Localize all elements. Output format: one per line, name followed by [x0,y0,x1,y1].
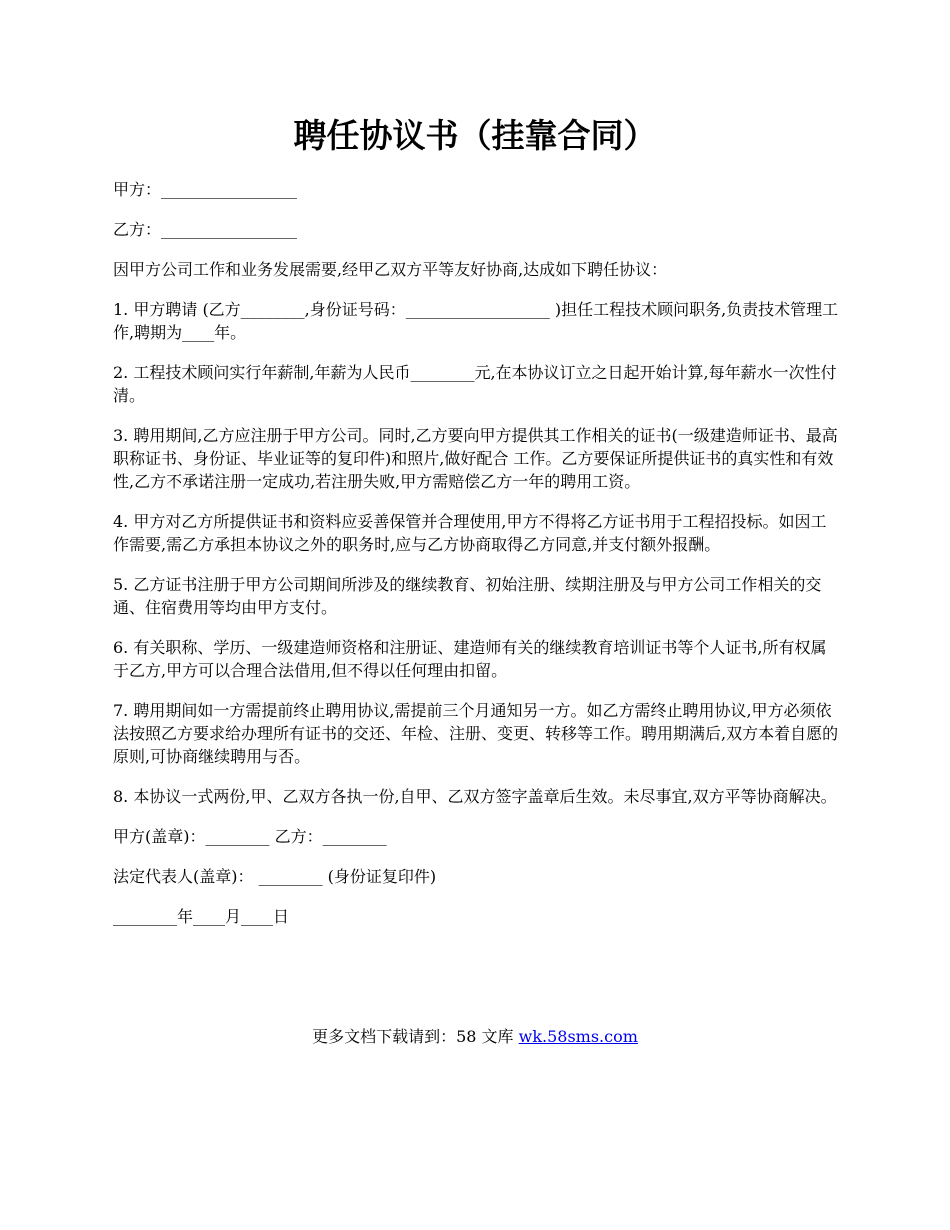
clause-2: 2. 工程技术顾问实行年薪制,年薪为人民币________元,在本协议订立之日起开始计算,每年薪水一次性付清。 [113,363,837,405]
clause-3: 3. 聘用期间,乙方应注册于甲方公司。同时,乙方要向甲方提供其工作相关的证书(一级建造师证书、最高职称证书、身份证、毕业证等的复印件)和照片,做好配合 工作。乙方要保证所提供证书的真实性和有效性,乙方不承诺注册一定成功,若注册失败,甲方需赔偿乙方一年的聘用工资。 [113,426,838,491]
intro-paragraph: 因甲方公司工作和业务发展需要,经甲乙双方平等友好协商,达成如下聘任协议： [113,260,668,279]
footer [0,1025,950,1048]
clause-6: 6. 有关职称、学历、一级建造师资格和注册证、建造师有关的继续教育培训证书等个人证书,所有权属于乙方,甲方可以合理合法借用,但不得以任何理由扣留。 [113,638,827,680]
clause-5: 5. 乙方证书注册于甲方公司期间所涉及的继续教育、初始注册、续期注册及与甲方公司工作相关的交通、住宿费用等均由甲方支付。 [113,575,822,617]
document-title: 聘任协议书（挂靠合同） [293,116,657,155]
legal-rep-line: 法定代表人(盖章)： ________ (身份证复印件) [113,867,437,886]
party-b-line: 乙方：_________________ [113,220,298,239]
footer-link[interactable]: wk.58sms.com [518,1027,638,1046]
party-a-line: 甲方：_________________ [113,180,298,199]
footer-prefix: 更多文档下载请到：58 文库 [312,1027,519,1046]
clause-4: 4. 甲方对乙方所提供证书和资料应妥善保管并合理使用,甲方不得将乙方证书用于工程招投标。如因工作需要,需乙方承担本协议之外的职务时,应与乙方协商取得乙方同意,并支付额外报酬。 [113,512,827,554]
signature-line: 甲方(盖章)：________ 乙方：________ [113,827,387,846]
clause-1: 1. 甲方聘请 (乙方________,身份证号码：__________________ )担任工程技术顾问职务,负责技术管理工作,聘期为____年。 [113,300,839,342]
document-body [113,178,839,945]
date-line: ________年____月____日 [113,907,290,926]
clause-7: 7. 聘用期间如一方需提前终止聘用协议,需提前三个月通知另一方。如乙方需终止聘用协议,甲方必须依法按照乙方要求给办理所有证书的交还、年检、注册、变更、转移等工作。聘用期满后,双方本着自愿的原则,可协商继续聘用与否。 [113,701,839,766]
clause-8: 8. 本协议一式两份,甲、乙双方各执一份,自甲、乙双方签字盖章后生效。未尽事宜,双方平等协商解决。 [113,787,837,806]
